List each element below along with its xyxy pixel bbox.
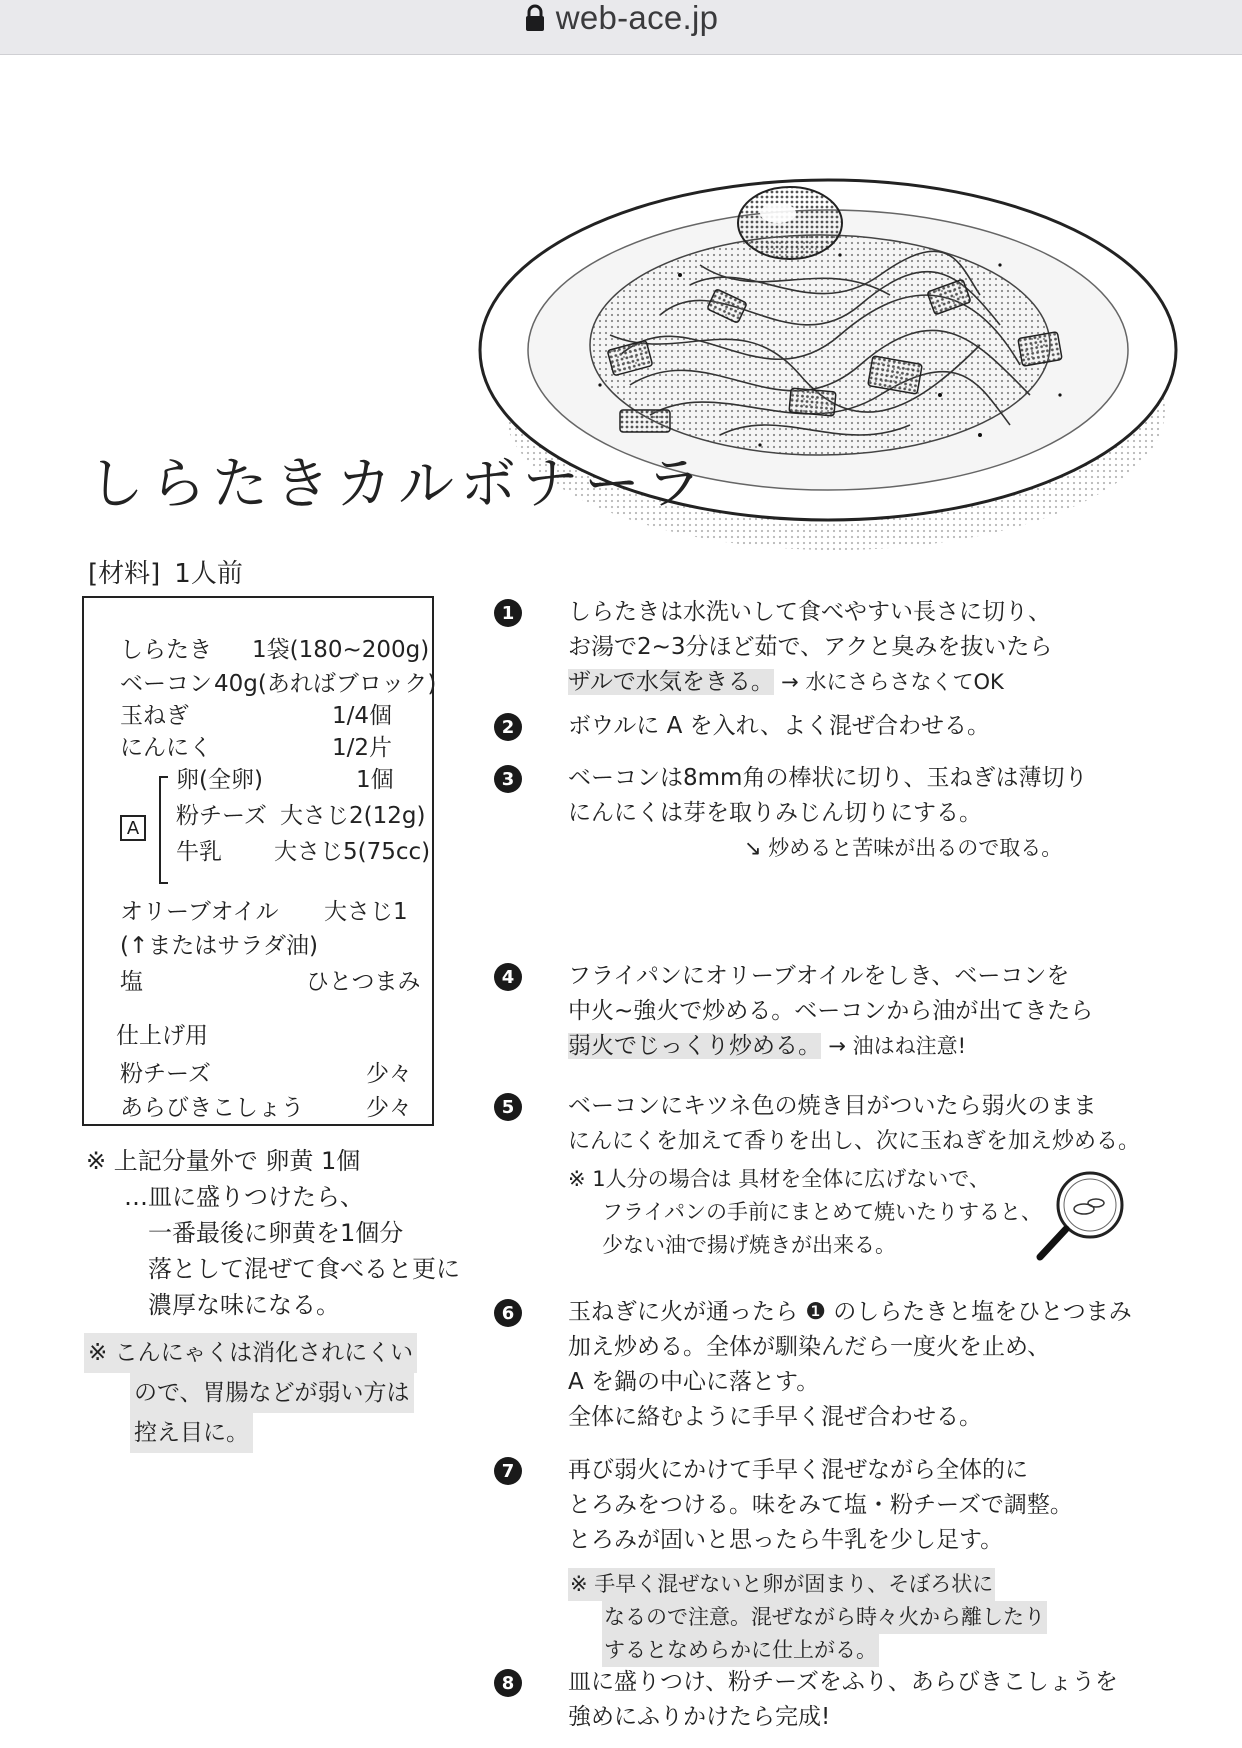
step-line: お湯で2~3分ほど茹で、アクと臭みを抜いたら — [568, 634, 1053, 660]
note-line: 一番最後に卵黄を1個分 — [148, 1219, 404, 1247]
ingredient-row — [120, 665, 437, 698]
step-line: 皿に盛りつけ、粉チーズをふり、あらびきこしょうを — [568, 1669, 1118, 1695]
ingredient-alt: (↑またはサラダ油) — [120, 933, 318, 959]
step-line: とろみが固いと思ったら牛乳を少し足す。 — [568, 1527, 1004, 1553]
step-line: ベーコンは8mm角の棒状に切り、玉ねぎは薄切り — [568, 765, 1088, 791]
ingredient-name: 粉チーズ — [176, 803, 267, 829]
ingredient-qty: 大さじ1 — [324, 899, 408, 925]
ingredient-row — [120, 1055, 412, 1088]
ingredient-qty: 少々 — [366, 1095, 412, 1121]
note-line: ※ 上記分量外で 卵黄 1個 — [86, 1147, 361, 1175]
group-a-label: A — [120, 815, 146, 841]
ingredient-qty: 1/2片 — [332, 735, 393, 761]
ingredient-name: 牛乳 — [176, 839, 222, 865]
magnifier-icon — [1032, 1165, 1132, 1265]
ingredient-qty: 大さじ5(75cc) — [274, 839, 431, 865]
ingredient-row — [176, 797, 426, 830]
ingredient-row — [120, 697, 393, 730]
note-line: するとなめらかに仕上がる。 — [602, 1634, 879, 1667]
group-a-bracket — [156, 775, 170, 885]
ingredients-label: [材料] — [88, 559, 161, 589]
finish-heading: 仕上げ用 — [116, 1023, 208, 1049]
step-line: A を鍋の中心に落とす。 — [568, 1369, 820, 1395]
step-line: 全体に絡むように手早く混ぜ合わせる。 — [568, 1404, 982, 1430]
ingredient-row — [176, 761, 394, 794]
recipe-title: しらたきカルボナーラ — [88, 452, 708, 517]
note-line: 落として混ぜて食べると更に — [148, 1255, 460, 1283]
ingredient-row — [176, 833, 431, 866]
step-line: 弱火でじっくり炒める。 — [568, 1033, 821, 1059]
ingredient-row — [120, 963, 421, 996]
note-line: なるので注意。混ぜながら時々火から離したり — [602, 1601, 1047, 1634]
step-number: 2 — [494, 713, 522, 741]
ingredient-row — [120, 893, 408, 926]
step-line: とろみをつける。味をみて塩・粉チーズで調整。 — [568, 1492, 1073, 1518]
step-line: フライパンにオリーブオイルをしき、ベーコンを — [568, 963, 1070, 989]
ingredient-name: あらびきこしょう — [120, 1095, 304, 1121]
note-line: …皿に盛りつけたら、 — [124, 1183, 364, 1211]
ingredient-row — [120, 631, 430, 664]
manga-recipe-page — [0, 55, 1242, 1748]
ingredient-name: 粉チーズ — [120, 1061, 211, 1087]
yolk-note — [86, 1143, 460, 1323]
note-line: ※ 手早く混ぜないと卵が固まり、そぼろ状に — [568, 1568, 995, 1601]
step-line: ボウルに A を入れ、よく混ぜ合わせる。 — [568, 713, 991, 739]
note-line: 濃厚な味になる。 — [148, 1291, 340, 1319]
step-number: 6 — [494, 1299, 522, 1327]
note-line: 少ない油で揚げ焼きが出来る。 — [602, 1233, 896, 1257]
note-line: 控え目に。 — [130, 1413, 253, 1453]
step-number: 5 — [494, 1093, 522, 1121]
step-aside: ↘ 炒めると苦味が出るので取る。 — [744, 836, 1063, 860]
ingredient-name: にんにく — [120, 735, 212, 761]
note-line: ので、胃腸などが弱い方は — [130, 1373, 414, 1413]
ingredient-name: 塩 — [120, 969, 143, 995]
step-line: 玉ねぎに火が通ったら ❶ のしらたきと塩をひとつまみ — [568, 1299, 1132, 1325]
step-line: 強めにふりかけたら完成! — [568, 1704, 831, 1730]
step-number: 7 — [494, 1457, 522, 1485]
note-line: ※ 1人分の場合は 具材を全体に広げないで、 — [568, 1167, 990, 1191]
step-line: にんにくを加えて香りを出し、次に玉ねぎを加え炒める。 — [568, 1129, 1141, 1154]
note-line: ※ こんにゃくは消化されにくい — [84, 1333, 417, 1373]
ingredient-row — [120, 1089, 412, 1122]
step-number: 1 — [494, 599, 522, 627]
url-text[interactable]: web-ace.jp — [555, 0, 719, 36]
step-line: 再び弱火にかけて手早く混ぜながら全体的に — [568, 1457, 1028, 1483]
ingredient-name: オリーブオイル — [120, 899, 279, 925]
ingredient-qty: 1/4個 — [332, 703, 393, 729]
ingredient-qty: 40g(あればブロック) — [214, 671, 437, 697]
ingredient-qty: 大さじ2(12g) — [280, 803, 426, 829]
servings: 1人前 — [174, 559, 243, 589]
ingredient-qty: 1個 — [356, 767, 394, 793]
lock-icon — [524, 3, 546, 33]
ingredient-name: 卵(全卵) — [176, 767, 263, 793]
ingredient-qty: 少々 — [366, 1061, 412, 1087]
konjac-note — [84, 1333, 444, 1453]
ingredient-row — [120, 729, 393, 762]
ingredient-qty: ひとつまみ — [306, 969, 421, 995]
step-aside: → 水にさらさなくてOK — [781, 670, 1004, 694]
step-line: にんにくは芽を取りみじん切りにする。 — [568, 800, 982, 826]
step-line: しらたきは水洗いして食べやすい長さに切り、 — [568, 599, 1051, 625]
step-number: 3 — [494, 765, 522, 793]
ingredient-name: ベーコン — [120, 671, 212, 697]
ingredient-name: 玉ねぎ — [120, 703, 189, 729]
ingredient-name: しらたき — [120, 637, 212, 663]
step-line: 中火~強火で炒める。ベーコンから油が出てきたら — [568, 998, 1094, 1024]
ingredients-heading — [88, 553, 243, 590]
browser-address-bar[interactable] — [0, 0, 1242, 55]
step-line: ザルで水気をきる。 — [568, 669, 774, 695]
step-number: 8 — [494, 1669, 522, 1697]
step-number: 4 — [494, 963, 522, 991]
ingredient-qty: 1袋(180~200g) — [252, 637, 430, 663]
step-aside: → 油はね注意! — [828, 1034, 967, 1058]
note-line: フライパンの手前にまとめて焼いたりすると、 — [602, 1200, 1042, 1224]
step-line: ベーコンにキツネ色の焼き目がついたら弱火のまま — [568, 1093, 1097, 1119]
step-line: 加え炒める。全体が馴染んだら一度火を止め、 — [568, 1334, 1051, 1360]
